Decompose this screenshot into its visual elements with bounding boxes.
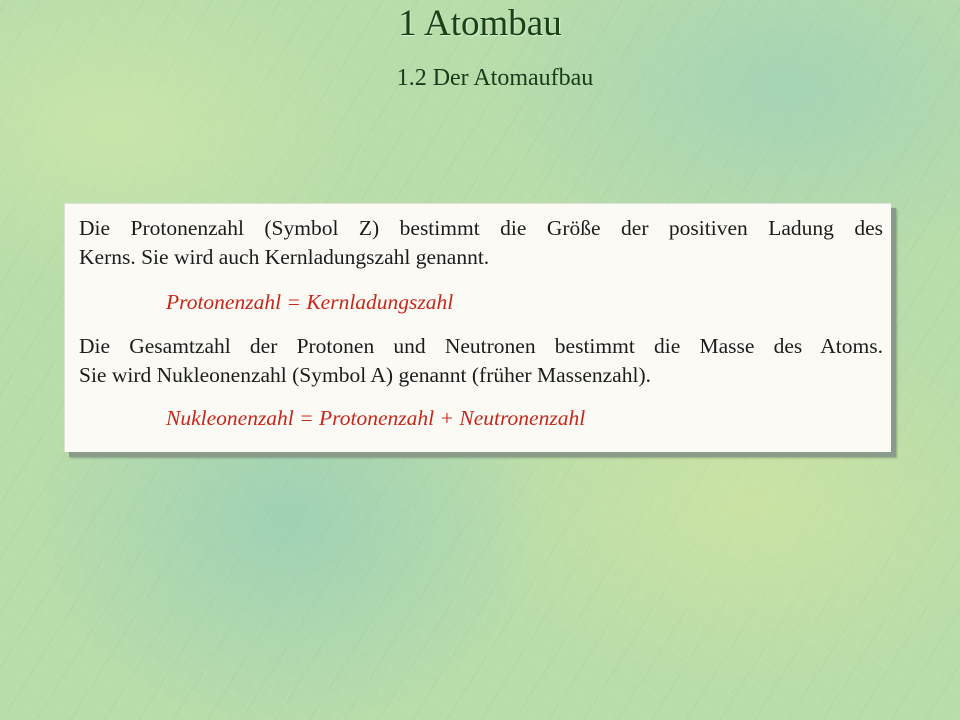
- paragraph-line: Sie wird Nukleonenzahl (Symbol A) genannt (früher Massenzahl).: [79, 363, 651, 387]
- formula-nukleonenzahl: Nukleonenzahl = Protonenzahl + Neutronenzahl: [166, 406, 586, 430]
- formula-protonenzahl: Protonenzahl = Kernladungszahl: [166, 290, 454, 314]
- slide-subtitle: 1.2 Der Atomaufbau: [396, 65, 594, 91]
- slide-title: 1 Atombau: [398, 3, 562, 44]
- paragraph-protonenzahl: [79, 214, 883, 272]
- paragraph-line: Die Protonenzahl (Symbol Z) bestimmt die Größe der positiven Ladung des: [79, 216, 883, 240]
- paragraph-nukleonenzahl: [79, 332, 883, 390]
- paragraph-line: Die Gesamtzahl der Protonen und Neutronen bestimmt die Masse des Atoms.: [79, 334, 883, 358]
- paragraph-line: Kerns. Sie wird auch Kernladungszahl genannt.: [79, 245, 490, 269]
- textbook-excerpt: [64, 203, 891, 452]
